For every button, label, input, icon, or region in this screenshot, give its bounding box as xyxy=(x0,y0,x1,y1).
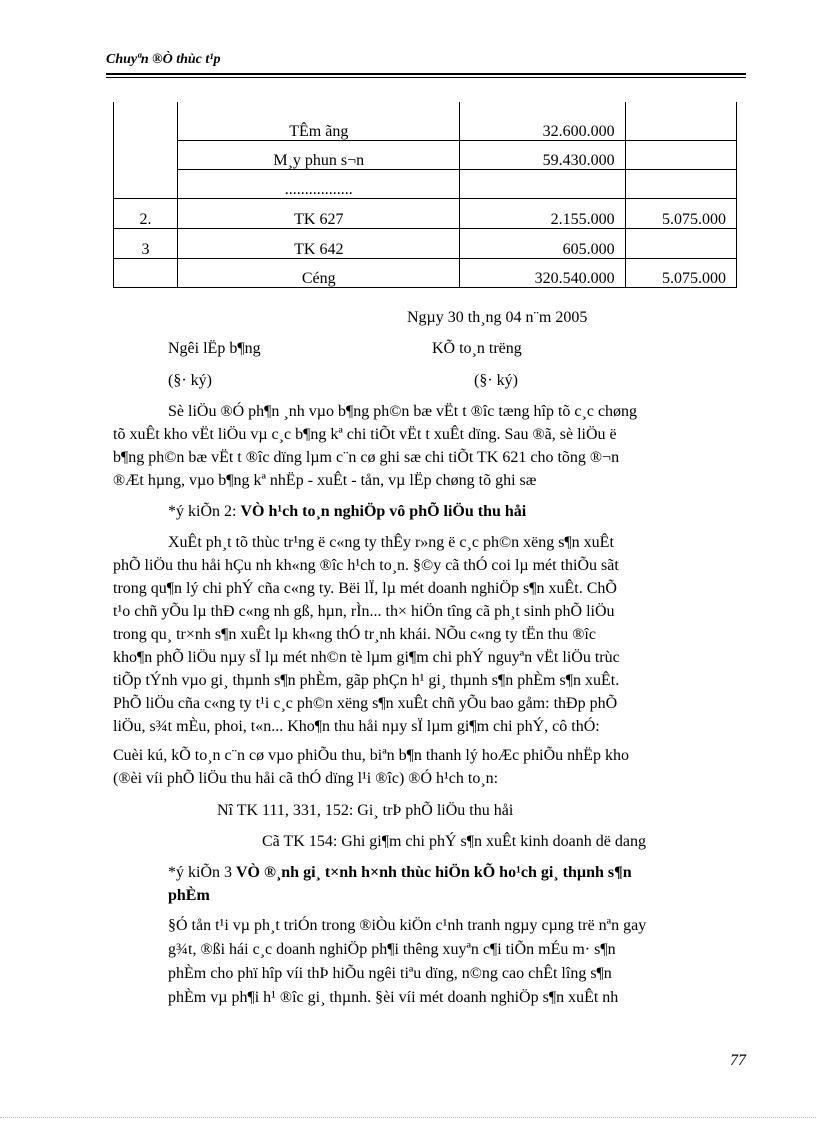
header-rule-thin xyxy=(106,77,746,78)
table-cell-no: 3 xyxy=(114,228,178,258)
entry-debit: Nî TK 111, 331, 152: Gi¸ trÞ phÕ liÖu thu håi xyxy=(217,802,514,819)
table-cell-value2: 5.075.000 xyxy=(625,198,736,228)
para2-line: liÖu, s¾t mÈu, phoi, t«n... Kho¶n thu håi nµy sÏ lµm gi¶m chi phÝ, cô thÓ: xyxy=(113,718,600,735)
para2-line: trong qu¸ tr×nh s¶n xuÊt lµ kh«ng thÓ tr¸nh khái. NÕu c«ng ty tËn thu ®îc xyxy=(113,626,596,643)
bottom-border xyxy=(0,1117,816,1118)
para2-line: tiÕp tÝnh vµo gi¸ thµnh s¶n phÈm, gãp phÇn h¹ gi¸ thµnh s¶n phÈm s¶n xuÊt. xyxy=(113,672,620,689)
idea3-title-cont: phÈm xyxy=(168,887,210,904)
table-cell-value2 xyxy=(625,228,736,258)
table-cell-name: M¸y phun s¬n xyxy=(178,140,460,169)
para3-line: (®èi víi phÕ liÖu thu håi cã thÓ dïng l¹i ®îc) ®Ó h¹ch to¸n: xyxy=(113,770,499,787)
header-rule xyxy=(106,73,746,75)
table-cell-value2 xyxy=(625,102,736,140)
para1-line: ®Æt hµng, vµo b¶ng kª nhËp - xuÊt - tån, vµ lËp chøng tõ ghi sæ xyxy=(113,472,537,489)
table-cell-no-group xyxy=(114,102,178,198)
table-cell-name: TK 642 xyxy=(178,228,460,258)
idea2-prefix: *ý kiÕn 2: xyxy=(168,503,241,520)
table-cell-no xyxy=(114,258,178,287)
cost-allocation-table xyxy=(113,102,737,288)
para2-line: PhÕ liÖu cña c«ng ty t¹i c¸c ph©n xëng s¶n xuÊt chñ yÕu bao gåm: thÐp phÕ xyxy=(113,695,618,712)
para2-line: trong qu¶n lý chi phÝ cña c«ng ty. Bëi lÏ, lµ mét doanh nghiÖp s¶n xuÊt. ChÕ xyxy=(113,580,617,597)
entry-credit: Cã TK 154: Ghi gi¶m chi phÝ s¶n xuÊt kinh doanh dë dang xyxy=(262,833,646,850)
table-cell-value1: 2.155.000 xyxy=(460,198,625,228)
para2-line: kho¶n phÕ liÖu nµy sÏ lµ mét nh©n tè lµm gi¶m chi phÝ nguyªn vËt liÖu trùc xyxy=(113,649,620,666)
table-cell-no: 2. xyxy=(114,198,178,228)
header-title: Chuyªn ®Ò thùc t¹p xyxy=(106,52,221,67)
para1-line: b¶ng ph©n bæ vËt t ®îc dïng lµm c¨n cø ghi sæ chi tiÕt TK 621 cho tõng ®¬n xyxy=(113,449,620,466)
para2-line: phÕ liÖu thu håi hÇu nh kh«ng ®îc h¹ch to¸n. §©y cã thÓ coi lµ mét thiÕu sãt xyxy=(113,557,619,574)
table-cell-name: ................. xyxy=(178,169,460,198)
table-cell-value1 xyxy=(460,169,625,198)
para2-line: t¹o chñ yÕu lµ thÐ c«ng nh gß, hµn, rÌn... th× hiÖn tîng cã ph¸t sinh phÕ liÖu xyxy=(113,603,615,620)
table-cell-value2 xyxy=(625,169,736,198)
preparer-signature: (§· ký) xyxy=(168,372,212,389)
para4-line: phÈm vµ ph¶i h¹ ®îc gi¸ thµnh. §èi víi mét doanh nghiÖp s¶n xuÊt nh xyxy=(168,989,619,1006)
date-line: Ngµy 30 th¸ng 04 n¨m 2005 xyxy=(407,309,588,326)
table-cell-name: TÊm ãng xyxy=(178,102,460,140)
preparer-title: Ngêi lËp b¶ng xyxy=(168,340,261,357)
table-cell-total-label: Céng xyxy=(178,258,460,287)
chief-accountant-title: KÕ to¸n trëng xyxy=(432,340,522,357)
para4-line: g¾t, ®ßi hái c¸c doanh nghiÖp ph¶i thêng xuyªn c¶i tiÕn mÉu m· s¶n xyxy=(168,941,616,958)
para4-line: phÈm cho phï hîp víi thÞ hiÕu ngêi tiªu dïng, n©ng cao chÊt lîng s¶n xyxy=(168,965,612,982)
para3-line: Cuèi kú, kÕ to¸n c¨n cø vµo phiÕu thu, biªn b¶n thanh lý hoÆc phiÕu nhËp kho xyxy=(113,747,629,764)
idea3-prefix: *ý kiÕn 3 xyxy=(168,864,236,881)
chief-accountant-signature: (§· ký) xyxy=(474,372,518,389)
table-cell-value2 xyxy=(625,140,736,169)
table-cell-name: TK 627 xyxy=(178,198,460,228)
idea2-heading xyxy=(168,502,526,522)
para4-line: §Ó tån t¹i vµ ph¸t triÓn trong ®iÒu kiÖn c¹nh tranh ngµy cµng trë nªn gay xyxy=(168,917,647,934)
table-cell-value1: 32.600.000 xyxy=(460,102,625,140)
para1-line: tõ xuÊt kho vËt liÖu vµ c¸c b¶ng kª chi tiÕt vËt t xuÊt dïng. Sau ®ã, sè liÖu ë xyxy=(113,426,617,443)
table-cell-total-value1: 320.540.000 xyxy=(460,258,625,287)
idea2-title: VÒ h¹ch to¸n nghiÖp vô phÕ liÖu thu håi xyxy=(240,503,527,520)
page-number: 77 xyxy=(730,1052,746,1069)
table-cell-value1: 59.430.000 xyxy=(460,140,625,169)
para1-line: Sè liÖu ®Ó ph¶n ¸nh vµo b¶ng ph©n bæ vËt t ®îc tæng hîp tõ c¸c chøng xyxy=(168,403,638,420)
idea3-heading xyxy=(168,863,632,883)
idea3-title: VÒ ®¸nh gi¸ t×nh h×nh thùc hiÖn kÕ ho¹ch gi¸ thµnh s¶n xyxy=(236,864,632,881)
para2-line: XuÊt ph¸t tõ thùc tr¹ng ë c«ng ty thÊy r»ng ë c¸c ph©n xëng s¶n xuÊt xyxy=(168,534,614,551)
table-cell-total-value2: 5.075.000 xyxy=(625,258,736,287)
table-cell-value1: 605.000 xyxy=(460,228,625,258)
